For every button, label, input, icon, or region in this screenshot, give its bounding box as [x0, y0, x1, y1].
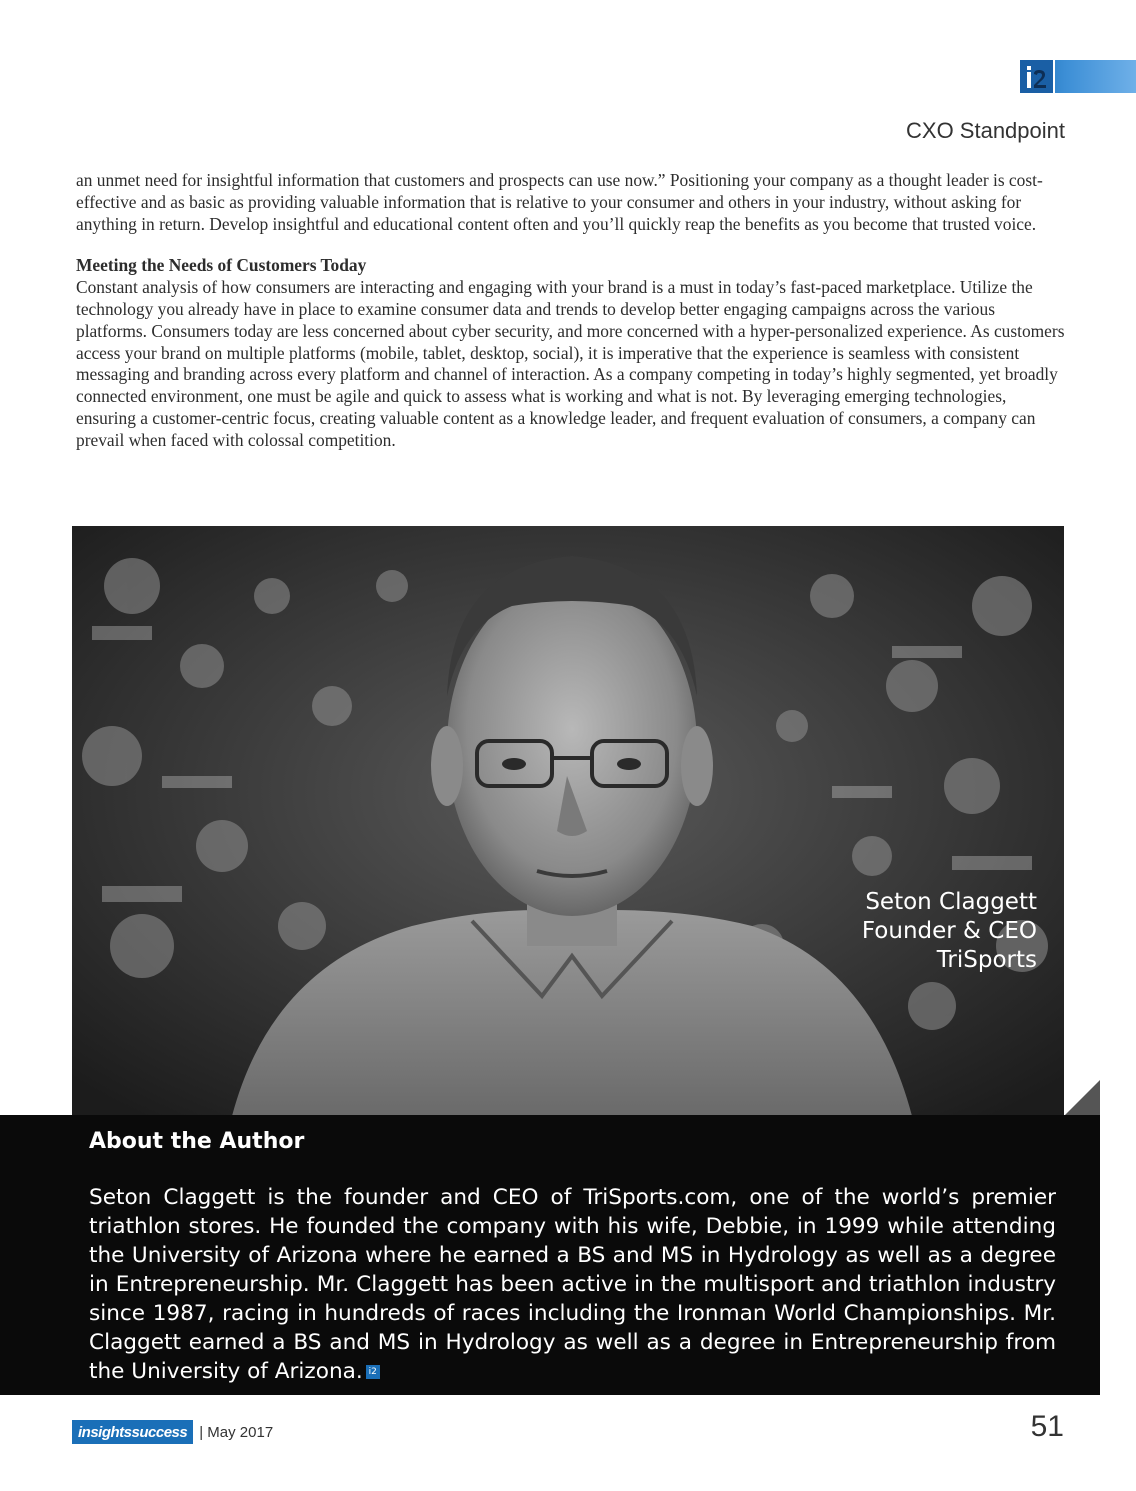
brand-logo: insightssuccess	[72, 1420, 193, 1444]
magazine-logo-icon	[1020, 60, 1055, 93]
article-subheading: Meeting the Needs of Customers Today	[76, 255, 367, 276]
end-mark-icon: i2	[366, 1365, 380, 1379]
author-bio	[89, 1183, 1056, 1386]
photo-caption	[862, 888, 1037, 975]
section-title: CXO Standpoint	[906, 118, 1065, 143]
portrait-image	[72, 526, 1064, 1116]
article-paragraph: an unmet need for insightful information that customers and prospects can use now.” Positioning your company as a thought leader is cost-effective and as basic as providing valuable information that is relative to your consumer and others in your industry, without asking for anything in return. Develop insightful and educational content often and you’ll quickly reap the benefits as you become that trusted voice.	[76, 170, 1043, 234]
caption-company: TriSports	[936, 947, 1037, 973]
caption-title: Founder & CEO	[861, 918, 1037, 944]
i2-logo-icon	[1025, 64, 1049, 90]
page-number: 51	[1030, 1410, 1064, 1443]
author-heading: About the Author	[89, 1129, 305, 1154]
author-bio-text: Seton Claggett is the founder and CEO of TriSports.com, one of the world’s premier triathlon stores. He founded the company with his wife, Debbie, in 1999 while attending the University of Arizona where he earned a BS and MS in Hydrology as well as a degree in Entrepreneurship. Mr. Claggett has been active in the multisport and triathlon industry since 1987, racing in hundreds of races including the Ironman World Championships. Mr. Claggett earned a BS and MS in Hydrology as well as a degree in Entrepreneurship from the University of Arizona.	[89, 1185, 1056, 1384]
author-photo	[72, 526, 1064, 1116]
footer	[72, 1418, 273, 1446]
about-author-box	[0, 1115, 1100, 1395]
header-tab	[1020, 60, 1136, 93]
issue-date: | May 2017	[199, 1423, 274, 1441]
article-body	[76, 170, 1066, 452]
article-paragraph: Constant analysis of how consumers are interacting and engaging with your brand is a must in today’s fast-paced marketplace. Utilize the technology you already have in place to examine consumer data and trends to develop better engaging campaigns across the various platforms. Consumers today are less concerned about cyber security, and more concerned with a hyper-personalized experience. As customers access your brand on multiple platforms (mobile, tablet, desktop, social), it is imperative that the experience is seamless with consistent messaging and branding across every platform and channel of interaction. As a company competing in today’s highly segmented, yet broadly connected environment, one must be agile and quick to assess what is working and what is not. By leveraging emerging technologies, ensuring a customer-centric focus, creating valuable content as a knowledge leader, and frequent evaluation of consumers, a company can prevail when faced with colossal competition.	[76, 277, 1065, 450]
caption-name: Seton Claggett	[865, 889, 1037, 915]
corner-fold	[1064, 1080, 1100, 1116]
